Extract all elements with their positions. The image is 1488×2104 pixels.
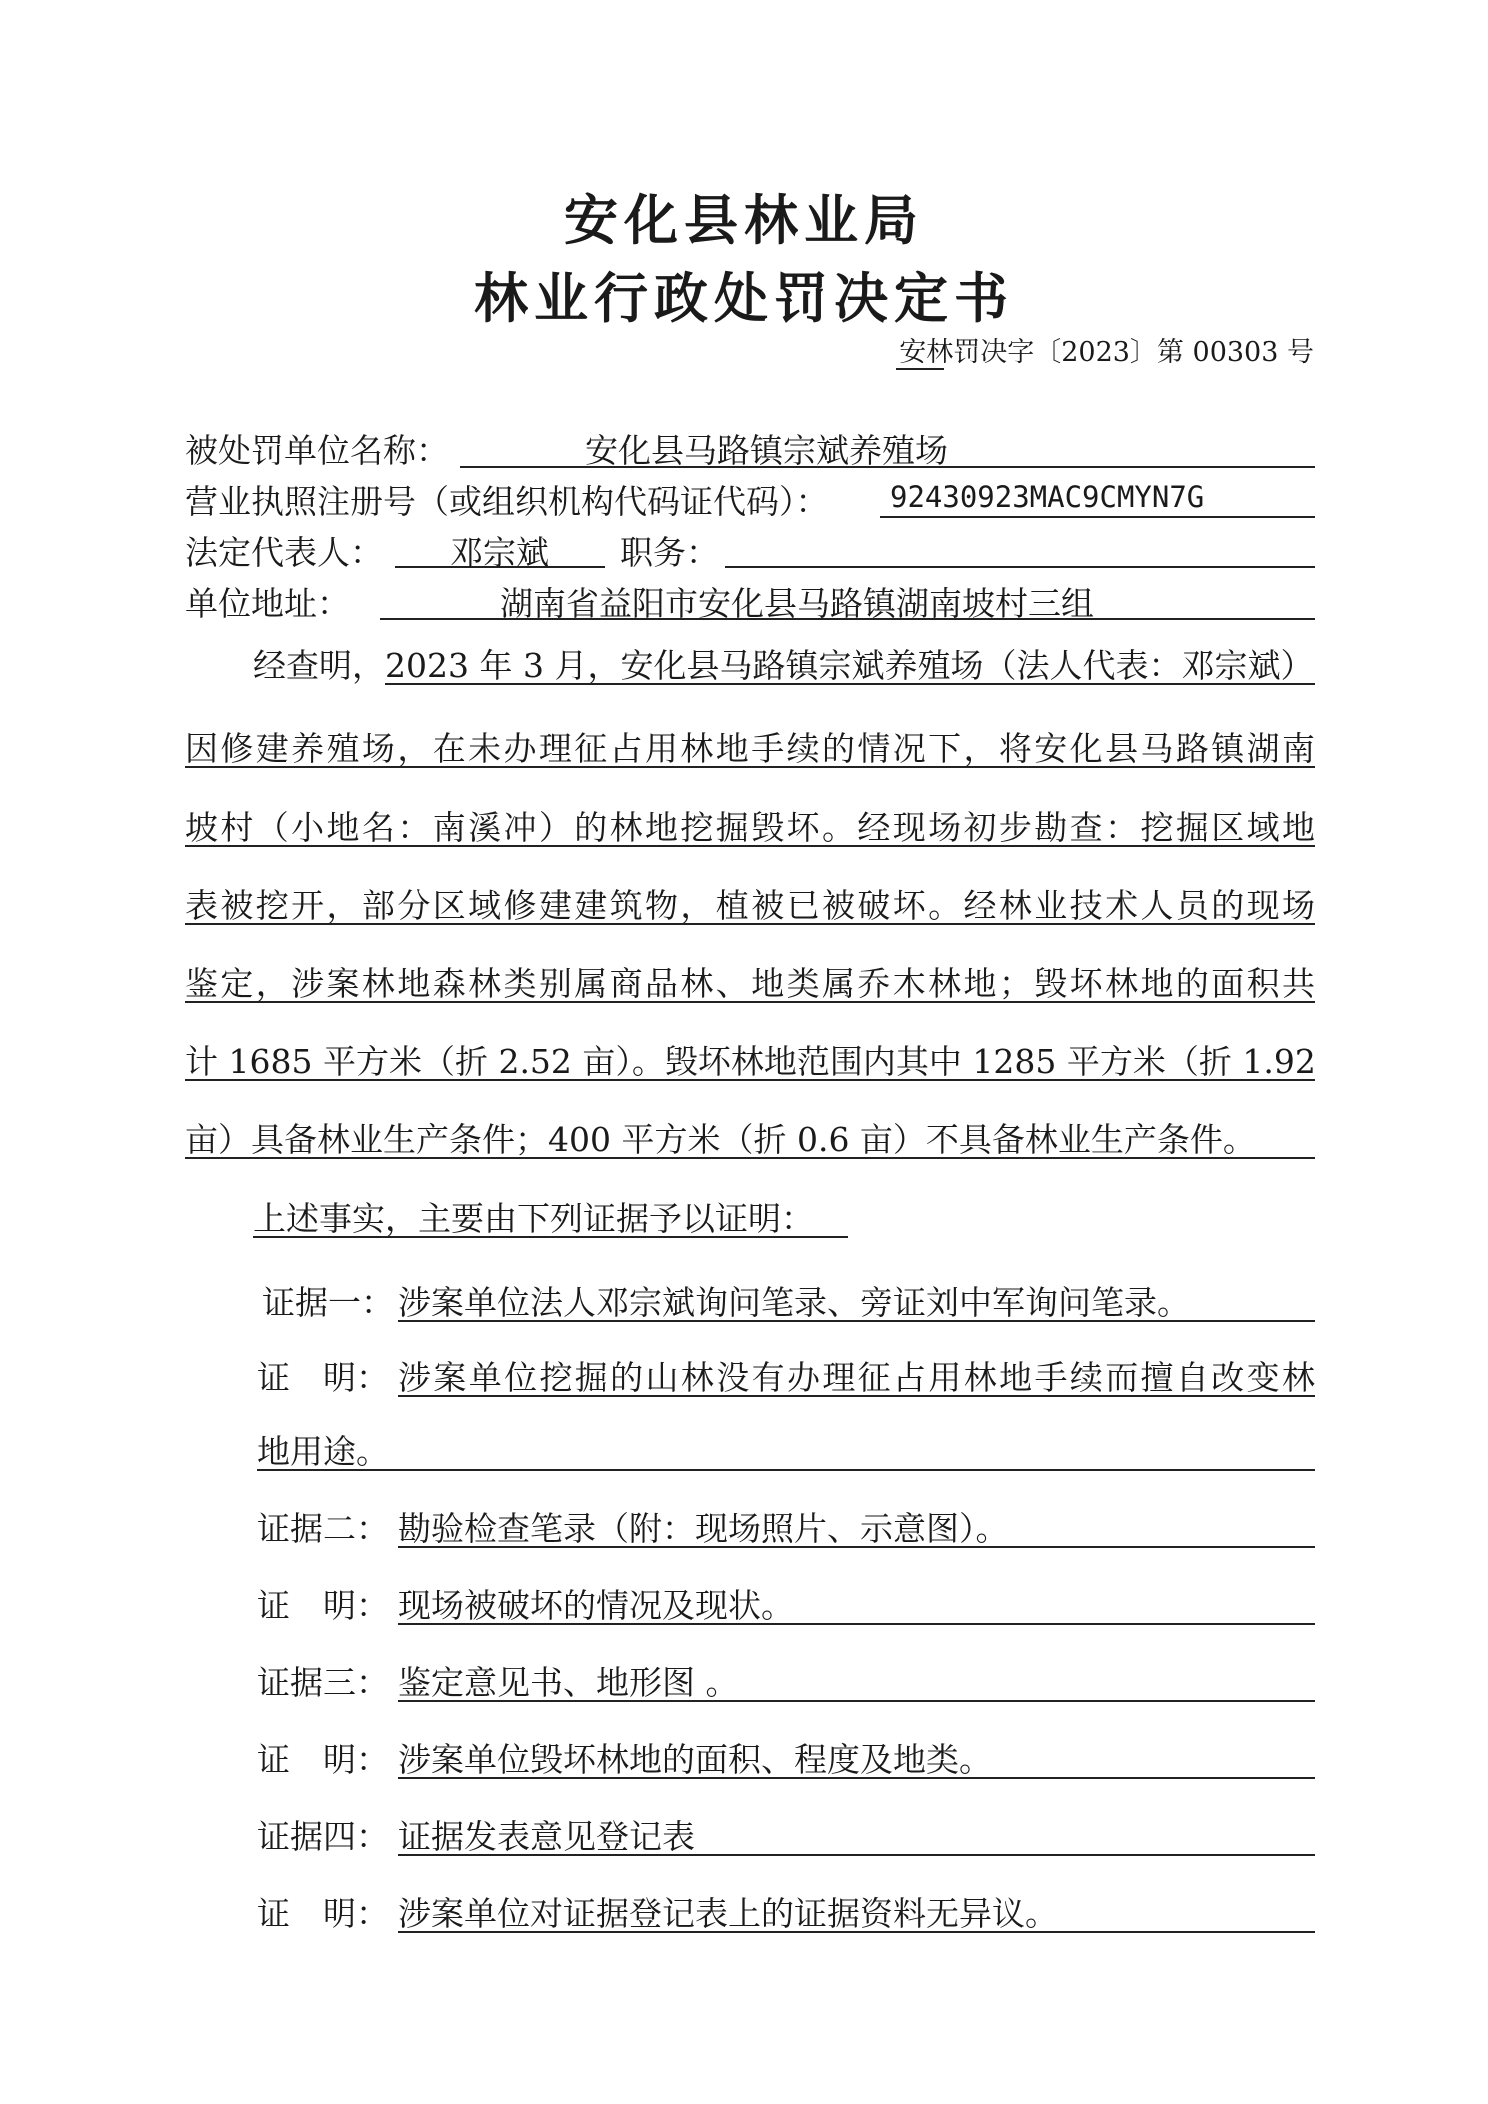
document-number: 安林罚决字〔2023〕第 00303 号 [899, 337, 1314, 368]
facts-underline [385, 683, 1315, 685]
position-underline [725, 566, 1315, 568]
license-value: 92430923MAC9CMYN7G [890, 480, 1205, 514]
proof-underline [398, 1395, 1315, 1397]
proof-underline [398, 1931, 1315, 1933]
proof-label: 证 明： [257, 1894, 389, 1933]
facts-line: 因修建养殖场，在未办理征占用林地手续的情况下，将安化县马路镇湖南 [185, 729, 1315, 768]
evidence-text: 勘验检查笔录（附：现场照片、示意图）。 [398, 1509, 1009, 1548]
facts-line: 坡村（小地名：南溪冲）的林地挖掘毁坏。经现场初步勘查：挖掘区域地 [185, 808, 1315, 847]
facts-underline [185, 845, 1315, 847]
facts-underline [185, 1001, 1315, 1003]
evidence-intro: 上述事实，主要由下列证据予以证明： [253, 1199, 814, 1238]
license-label: 营业执照注册号（或组织机构代码证代码）： [185, 482, 829, 521]
license-underline [880, 516, 1315, 518]
evidence-text: 涉案单位法人邓宗斌询问笔录、旁证刘中军询问笔录。 [398, 1283, 1190, 1322]
evidence-label: 证据一： [262, 1283, 394, 1322]
facts-underline [185, 1079, 1315, 1081]
unit-name-label: 被处罚单位名称： [185, 431, 449, 470]
agency-title: 安化县林业局 [564, 188, 924, 252]
proof-label: 证 明： [257, 1740, 389, 1779]
evidence-text: 证据发表意见登记表 [398, 1817, 695, 1856]
evidence-label: 证据二： [257, 1509, 389, 1548]
evidence-underline [398, 1854, 1315, 1856]
evidence-underline [398, 1546, 1315, 1548]
proof-text: 涉案单位挖掘的山林没有办理征占用林地手续而擅自改变林 [398, 1358, 1315, 1397]
facts-underline [185, 1157, 1315, 1159]
proof-text: 涉案单位毁坏林地的面积、程度及地类。 [398, 1740, 992, 1779]
facts-underline [185, 766, 1315, 768]
address-value: 湖南省益阳市安化县马路镇湖南坡村三组 [500, 584, 1094, 623]
facts-line: 鉴定，涉案林地森林类别属商品林、地类属乔木林地；毁坏林地的面积共 [185, 964, 1315, 1003]
proof-underline [257, 1469, 1315, 1471]
unit-name-value: 安化县马路镇宗斌养殖场 [585, 431, 948, 470]
proof-text-continued: 地用途。 [257, 1432, 389, 1471]
evidence-label: 证据三： [257, 1663, 389, 1702]
address-label: 单位地址： [185, 584, 350, 623]
proof-underline [398, 1777, 1315, 1779]
proof-label: 证 明： [257, 1358, 389, 1397]
facts-line: 亩）具备林业生产条件；400 平方米（折 0.6 亩）不具备林业生产条件。 [185, 1120, 1256, 1159]
proof-underline [398, 1623, 1315, 1625]
proof-text: 现场被破坏的情况及现状。 [398, 1586, 794, 1625]
facts-line: 计 1685 平方米（折 2.52 亩）。毁坏林地范围内其中 1285 平方米（折 1.92 [185, 1042, 1316, 1081]
proof-text: 涉案单位对证据登记表上的证据资料无异议。 [398, 1894, 1058, 1933]
evidence-text: 鉴定意见书、地形图 。 [398, 1663, 739, 1702]
facts-underline [185, 923, 1315, 925]
legal-rep-value: 邓宗斌 [450, 533, 549, 572]
document-title: 林业行政处罚决定书 [474, 266, 1014, 330]
evidence-underline [398, 1700, 1315, 1702]
evidence-label: 证据四： [257, 1817, 389, 1856]
evidence-underline [398, 1320, 1315, 1322]
evidence-intro-underline [253, 1236, 848, 1238]
position-label: 职务： [620, 533, 719, 572]
facts-line: 表被挖开，部分区域修建建筑物，植被已被破坏。经林业技术人员的现场 [185, 886, 1315, 925]
facts-line: 经查明，2023 年 3 月，安化县马路镇宗斌养殖场（法人代表：邓宗斌） [253, 646, 1314, 685]
proof-label: 证 明： [257, 1586, 389, 1625]
document-number-underline [896, 368, 944, 370]
legal-rep-label: 法定代表人： [185, 533, 383, 572]
